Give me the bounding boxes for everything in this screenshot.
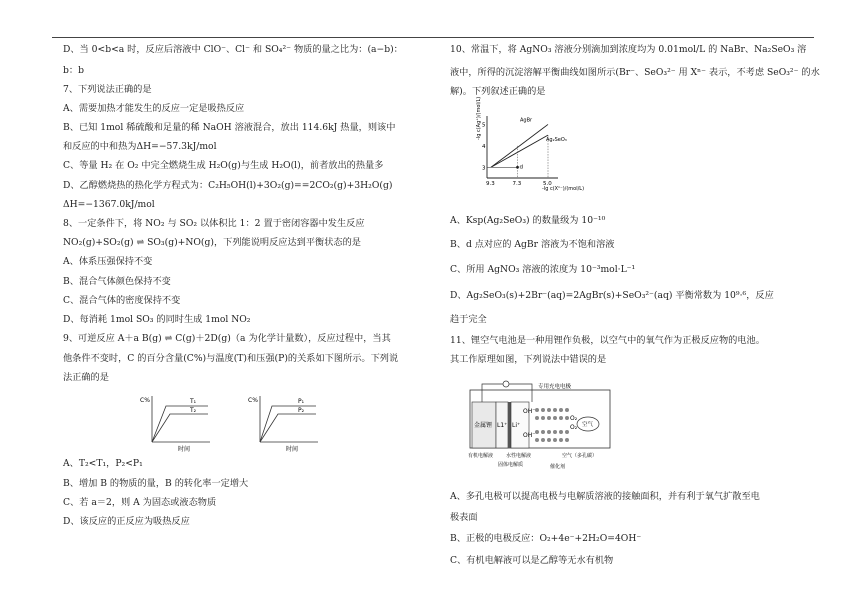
left-line-17: 他条件不变时，C 的百分含量(C%)与温度(T)和压强(P)的关系如下图所示。下列说 xyxy=(63,353,399,364)
left-line-1: D、当 0<b<a 时，反应后溶液中 ClO⁻、Cl⁻ 和 SO₄²⁻ 物质的量之比为：(a−b)： xyxy=(63,44,403,55)
left-line-16: 9、可逆反应 A＋a B(g) ⇌ C(g)＋2D(g)（a 为化学计量数），反应过程中，当其 xyxy=(63,333,391,344)
solubility-chart xyxy=(476,96,588,198)
x-tick-1: 9.3 xyxy=(486,181,495,187)
charging-electrode-label: 专用充电电极 xyxy=(538,384,572,390)
solid-electrolyte-label: 固体电解质 xyxy=(498,462,524,468)
right-line-3: 解)。下列叙述正确的是 xyxy=(450,86,546,97)
right-line-9: 11、锂空气电池是一种用锂作负极，以空气中的氧气作为正极反应物的电池。 xyxy=(450,335,765,346)
x-tick-3: 5.0 xyxy=(543,181,552,187)
aqueous-electrolyte-label: 水性电解液 xyxy=(506,453,532,459)
oh-label-1: OH⁻ xyxy=(523,408,536,415)
left-line-20: B、增加 B 的物质的量，B 的转化率一定增大 xyxy=(63,478,249,489)
left-line-15: D、每消耗 1mol SO₃ 的同时生成 1mol NO₂ xyxy=(63,314,251,325)
right-line-10: 其工作原理如图，下列说法中错误的是 xyxy=(450,354,607,365)
air-label: 空气 xyxy=(582,422,594,428)
left-line-7: C、等量 H₂ 在 O₂ 中完全燃烧生成 H₂O(g)与生成 H₂O(l)，前者放出的热量多 xyxy=(63,160,384,171)
figure-temperature xyxy=(140,392,215,454)
chart-ylabel: -lg c(Ag⁺)/(mol/L) xyxy=(476,96,482,140)
left-line-4: A、需要加热才能发生的反应一定是吸热反应 xyxy=(63,103,245,114)
o2-label-2: O₂ xyxy=(570,424,578,431)
point-d-label: d xyxy=(519,164,524,171)
y-tick-2: 4 xyxy=(482,143,486,150)
left-line-10: 8、一定条件下，将 NO₂ 与 SO₂ 以体积比 1：2 置于密闭容器中发生反应 xyxy=(63,218,365,229)
time-label-2: 时间 xyxy=(286,446,299,453)
o2-label-1: O₂ xyxy=(570,415,578,422)
left-line-14: C、混合气体的密度保持不变 xyxy=(63,295,181,306)
left-line-2: b：b xyxy=(63,65,84,76)
left-line-3: 7、下列说法正确的是 xyxy=(63,84,152,95)
series-label-2: Ag₂SeO₃ xyxy=(546,137,567,144)
c-percent-label: C% xyxy=(140,397,150,404)
time-label: 时间 xyxy=(178,446,191,453)
right-line-1: 10、常温下，将 AgNO₃ 溶液分别滴加到浓度均为 0.01mol/L 的 NaBr、Na₂SeO₃ 溶 xyxy=(450,44,807,55)
right-line-4: A、Ksp(Ag₂SeO₃) 的数量级为 10⁻¹⁰ xyxy=(450,215,606,226)
left-line-8: D、乙醇燃烧热的热化学方程式为：C₂H₅OH(l)+3O₂(g)==2CO₂(g)+3H₂O(g) xyxy=(63,180,393,191)
lithium-metal-label: 金属锂 xyxy=(474,422,493,429)
header-rule xyxy=(52,37,814,38)
oh-label-2: OH⁻ xyxy=(523,432,536,439)
li-ion-right: Li⁺ xyxy=(512,422,521,429)
right-line-12: 极表面 xyxy=(450,512,478,523)
left-line-12: A、体系压强保持不变 xyxy=(63,256,153,267)
left-line-22: D、该反应的正反应为吸热反应 xyxy=(63,516,190,527)
x-tick-2: 7.3 xyxy=(512,181,522,187)
battery-diagram xyxy=(462,380,622,480)
left-line-9: ΔH=−1367.0kJ/mol xyxy=(63,199,155,210)
chart-xlabel: -lg c(Xⁿ⁻)/(mol/L) xyxy=(542,186,585,192)
left-line-13: B、混合气体颜色保持不变 xyxy=(63,276,171,287)
right-line-14: C、有机电解液可以是乙醇等无水有机物 xyxy=(450,555,614,566)
left-line-18: 法正确的是 xyxy=(63,372,109,383)
right-line-8: 趋于完全 xyxy=(450,314,487,325)
y-tick-3: 3 xyxy=(482,165,486,172)
left-line-21: C、若 a＝2，则 A 为固态或液态物质 xyxy=(63,497,217,508)
c-percent-label-2: C% xyxy=(248,397,258,404)
catalyst-label: 催化剂 xyxy=(550,464,566,470)
series-label-1: AgBr xyxy=(520,117,533,124)
figure-pressure xyxy=(248,392,323,454)
p1-label: P₁ xyxy=(298,398,305,405)
left-line-6: 和反应的中和热为ΔH=−57.3kJ/mol xyxy=(63,141,217,152)
air-porous-carbon-label: 空气（多孔碳） xyxy=(562,453,598,459)
p2-label: P₂ xyxy=(298,407,305,414)
right-line-11: A、多孔电极可以提高电极与电解质溶液的接触面积，并有利于氧气扩散至电 xyxy=(450,491,760,502)
point-d xyxy=(516,166,519,169)
right-line-13: B、正极的电极反应：O₂+4e⁻+2H₂O=4OH⁻ xyxy=(450,533,642,544)
y-tick-1: 5 xyxy=(482,122,486,129)
li-ion-left: L1⁺ xyxy=(497,422,508,429)
right-line-7: D、Ag₂SeO₃(s)+2Br⁻(aq)=2AgBr(s)+SeO₃²⁻(aq) 平衡常数为 10⁹·⁶，反应 xyxy=(450,290,774,301)
organic-electrolyte-label: 有机电解液 xyxy=(468,453,494,459)
t2-label: T₂ xyxy=(190,407,197,414)
right-line-6: C、所用 AgNO₃ 溶液的浓度为 10⁻³mol·L⁻¹ xyxy=(450,264,636,275)
left-line-5: B、已知 1mol 稀硫酸和足量的稀 NaOH 溶液混合，放出 114.6kJ 热量，则该中 xyxy=(63,122,396,133)
t1-label: T₁ xyxy=(190,398,197,405)
left-line-11: NO₂(g)+SO₂(g) ⇌ SO₃(g)+NO(g)，下列能说明反应达到平衡状态的是 xyxy=(63,237,361,248)
right-line-2: 液中，所得的沉淀溶解平衡曲线如图所示(Br⁻、SeO₃²⁻ 用 Xⁿ⁻ 表示，不考虑 SeO₃²⁻ 的水 xyxy=(450,67,820,78)
left-line-19: A、T₂<T₁，P₂<P₁ xyxy=(63,458,143,469)
right-line-5: B、d 点对应的 AgBr 溶液为不饱和溶液 xyxy=(450,239,615,250)
